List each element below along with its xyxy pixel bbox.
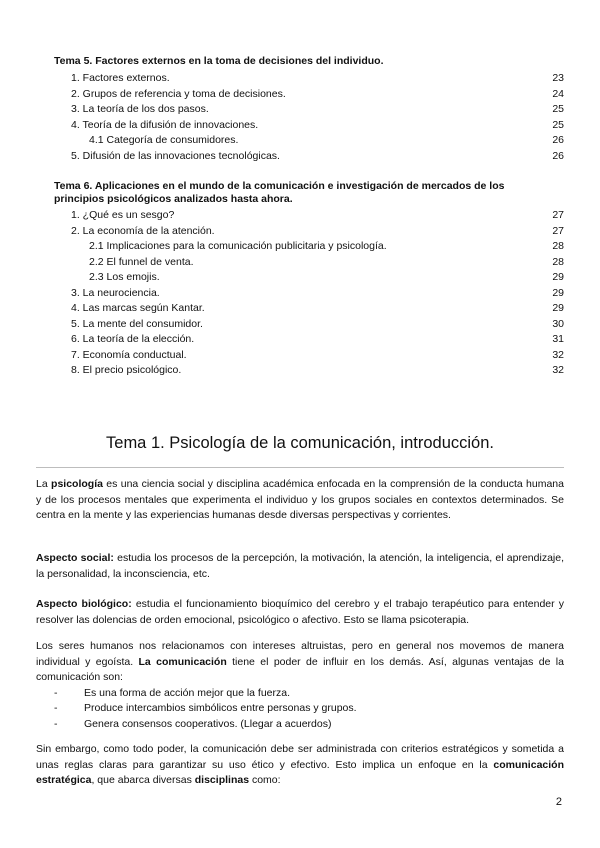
body-paragraph-5: Sin embargo, como todo poder, la comunicación debe ser administrada con criterios estratégicos y sometida a unas reglas claras para garantizar su uso ético y efectivo. Esto implica un enfoque en la comunicación estratégica, que abarca diversas disciplinas como:: [36, 743, 564, 786]
list-item: - Produce intercambios simbólicos entre personas y grupos.: [54, 702, 357, 714]
toc-entry[interactable]: 3. La teoría de los dos pasos. 25: [71, 103, 564, 115]
toc-entry[interactable]: 8. El precio psicológico. 32: [71, 364, 564, 376]
toc-entry[interactable]: 4. Teoría de la difusión de innovaciones. 25: [71, 118, 564, 131]
toc-entry[interactable]: 2. La economía de la atención. 27: [71, 224, 564, 237]
toc-entry[interactable]: 2.3 Los emojis. 29: [89, 271, 564, 283]
toc-entry[interactable]: 1. ¿Qué es un sesgo? 27: [71, 209, 564, 221]
heading-divider: [36, 467, 564, 468]
toc-entry[interactable]: 6. La teoría de la elección. 31: [71, 333, 564, 345]
toc-entry[interactable]: 2.2 El funnel de venta. 28: [89, 255, 564, 268]
toc-entry[interactable]: 7. Economía conductual. 32: [71, 348, 564, 361]
toc-entry[interactable]: 3. La neurociencia. 29: [71, 286, 564, 299]
toc-entry[interactable]: 2. Grupos de referencia y toma de decisiones. 24: [71, 87, 564, 100]
page-number: 2: [555, 796, 562, 808]
body-paragraph-3: Aspecto biológico: estudia el funcionamiento bioquímico del cerebro y el trabajo terapéutico para entender y resolver las dolencias de orden emocional, psicológico o afectivo. Esto se llama psicoterapia.: [36, 598, 564, 626]
body-paragraph-1: La psicología es una ciencia social y disciplina académica enfocada en la comprensión de la conducta humana y de los procesos mentales que experimenta el individuo y los grupos sociales en contextos determinados. Se centra en la mente y las experiencias humanas desde diversas perspectivas y corrientes.: [36, 478, 564, 521]
toc-entry[interactable]: 4. Las marcas según Kantar. 29: [71, 302, 564, 314]
list-item: - Genera consensos cooperativos. (Llegar a acuerdos): [54, 717, 332, 730]
toc-section-6: [54, 180, 564, 379]
toc-entry[interactable]: 5. Difusión de las innovaciones tecnológicas. 26: [71, 149, 564, 162]
body-paragraph-4: Los seres humanos nos relacionamos con intereses altruistas, pero en general nos movemos de manera individual y egoísta. La comunicación tiene el poder de influir en los demás. Así, algunas ventajas de la comunicación son: - Es una forma de acción mejor que la fuerza. - Produce intercambios simbólicos entre personas y grupos. - Genera consensos cooperativos. (Llegar a acuerdos): [36, 639, 564, 732]
body-paragraph-2: Aspecto social: estudia los procesos de la percepción, la motivación, la atención, la inteligencia, el aprendizaje, la personalidad, la inconsciencia, etc.: [36, 552, 564, 580]
toc-entry[interactable]: 4.1 Categoría de consumidores. 26: [89, 134, 564, 146]
toc-section-6-title[interactable]: Tema 6. Aplicaciones en el mundo de la comunicación e investigación de mercados de los: [54, 180, 505, 192]
toc-section-5: [54, 55, 564, 164]
toc-entry[interactable]: 2.1 Implicaciones para la comunicación publicitaria y psicología. 28: [89, 240, 564, 252]
advantages-list: [36, 686, 564, 733]
toc-entry[interactable]: 1. Factores externos. 23: [71, 72, 564, 84]
toc-section-5-title[interactable]: Tema 5. Factores externos en la toma de decisiones del individuo.: [54, 55, 384, 67]
toc-section-6-title-cont[interactable]: principios psicológicos analizados hasta ahora.: [54, 193, 293, 205]
list-item: - Es una forma de acción mejor que la fuerza.: [54, 686, 291, 699]
chapter-heading: Tema 1. Psicología de la comunicación, introducción.: [106, 434, 494, 452]
toc-entry[interactable]: 5. La mente del consumidor. 30: [71, 317, 564, 330]
